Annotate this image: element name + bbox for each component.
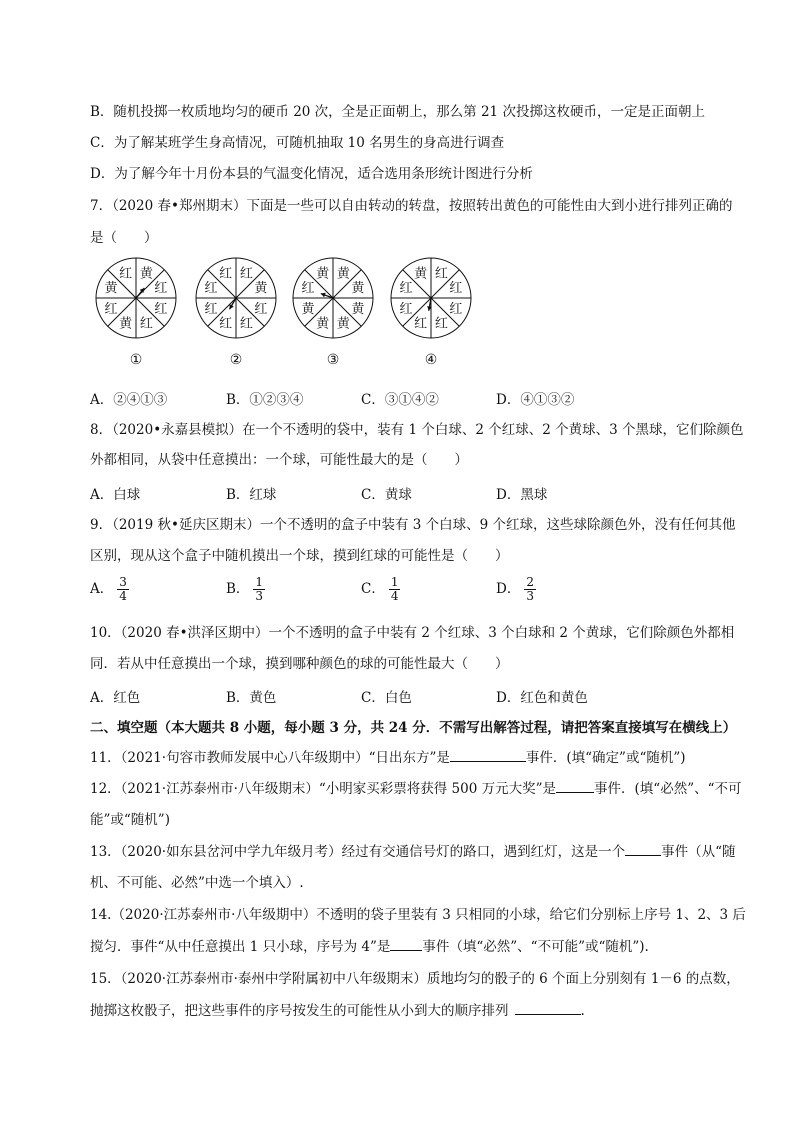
q6-option-d: D．为了解今年十月份本县的气温变化情况，适合选用条形统计图进行分析 [90,166,533,182]
spinner-sector-label: 黄 [301,301,315,317]
q8-option-c[interactable]: C．黄球 [361,487,412,503]
q8-option-a[interactable]: A．白球 [90,487,141,503]
spinner-sector-label: 黄 [316,316,330,332]
q9-option-a[interactable] [90,576,129,603]
fraction-denominator: 3 [255,589,264,603]
spinner-sector-label: 红 [399,281,413,297]
spinner-label-1: ① [129,352,143,368]
q12-text-post: 事件．(填“必然”、“不可 [594,781,742,797]
q14-text-line1: 14.（2020·江苏泰州市·八年级期中）不透明的袋子里装有 3 只相同的小球，给它们分别标上序号 1、2、3 后 [90,907,746,923]
section-2-heading: 二、填空题（本大题共 8 小题，每小题 3 分，共 24 分．不需写出解答过程，请把答案直接填写在横线上） [90,720,737,736]
q15-text-line1: 15．（2020·江苏泰州市·泰州中学附属初中八年级期末）质地均匀的骰子的 6 个面上分别刻有 1－6 的点数， [90,971,740,987]
spinner-sector-label: 红 [219,316,233,332]
q15-text-post: . [580,1003,585,1019]
spinner-sector-label: 红 [219,266,233,282]
spinner-wheel-1 [93,255,179,341]
spinner-wheel-2-svg [193,255,279,341]
spinner-sector-label: 黄 [336,316,350,332]
q14-answer-blank[interactable] [390,938,422,951]
q12-text-pre: 12．（2021·江苏泰州市·八年级期末）“小明家买彩票将获得 500 万元大奖”是 [90,781,557,797]
spinner-sector-label: 红 [414,316,428,332]
q10-option-c[interactable]: C．白色 [361,690,412,706]
q14-text-post: 事件（填“必然”、“不可能”或“随机”). [422,939,649,955]
fraction-numerator: 1 [255,575,264,589]
q9-option-a-fraction [117,576,129,603]
q8-option-d[interactable]: D．黑球 [496,487,548,503]
q9-text-line2: 区别，现从这个盒子中随机摸出一个球，摸到红球的可能性是（ ） [90,548,509,564]
spinner-sector-label: 黄 [351,301,365,317]
q14-text-line2 [90,938,649,956]
spinner-sector-label: 红 [449,301,463,317]
spinner-sector-label: 黄 [316,266,330,282]
fraction-denominator: 4 [119,589,127,603]
q7-text-line2: 是（ ） [90,230,158,246]
spinner-sector-label: 红 [434,266,448,282]
spinner-sector-label: 红 [239,266,253,282]
fraction-numerator: 2 [526,575,534,589]
spinner-sector-label: 黄 [336,266,350,282]
fraction-denominator: 3 [526,589,534,603]
spinner-label-4: ④ [424,352,438,368]
spinner-sector-label: 红 [399,301,413,317]
q8-option-b[interactable]: B．红球 [226,487,277,503]
q12-text-line2: 能”或“随机”) [90,812,170,828]
fraction-denominator: 4 [390,589,399,603]
q8-text-line1: 8．（2020•永嘉县模拟）在一个不透明的袋中，装有 1 个白球、2 个红球、2 个黄球、3 个黑球，它们除颜色 [90,422,744,438]
q9-option-b-letter: B． [226,581,250,597]
spinner-label-2: ② [229,352,243,368]
q10-option-b[interactable]: B．黄色 [226,690,277,706]
q9-option-d[interactable] [496,576,536,603]
q14-text-pre: 搅匀．事件“从中任意摸出 1 只小球，序号为 4”是 [90,939,391,955]
q9-option-a-letter: A． [90,581,114,597]
spinner-wheel-4-svg [388,255,474,341]
spinner-sector-label: 红 [204,281,218,297]
q11-text-post: 事件．(填“确定”或“随机”) [525,750,686,766]
q7-option-b[interactable]: B．①②③④ [226,392,304,408]
q10-text-line2: 同．若从中任意摸出一个球，摸到哪种颜色的球的可能性最大（ ） [90,656,509,672]
fraction-numerator: 1 [390,575,399,589]
spinner-sector-label: 黄 [351,281,365,297]
q12-answer-blank[interactable] [556,780,594,793]
spinner-sector-label: 黄 [254,281,268,297]
q9-option-c-letter: C． [361,581,385,597]
spinner-label-3: ③ [326,352,340,368]
spinner-sector-label: 黄 [414,266,428,282]
q13-text-line2: 机、不可能、必然”中选一个填入）. [90,875,304,891]
q15-answer-blank[interactable] [515,1002,581,1015]
q11-answer-blank[interactable] [450,749,526,762]
q15-text-pre: 抛掷这枚骰子，把这些事件的序号按发生的可能性从小到大的顺序排列 [90,1003,509,1019]
q13-text-post: 事件（从“随 [661,844,736,860]
q7-option-d[interactable]: D．④①③② [496,392,575,408]
q8-text-line2: 外都相同，从袋中任意摸出：一个球，可能性最大的是（ ） [90,452,468,468]
spinner-sector-label: 红 [139,316,153,332]
spinner-sector-label: 红 [301,281,315,297]
q10-option-a[interactable]: A．红色 [90,690,141,706]
q15-text-line2 [90,1002,585,1020]
q12-text-line1 [90,780,742,798]
q10-option-d[interactable]: D．红色和黄色 [496,690,588,706]
q9-option-c[interactable] [361,576,400,603]
q13-text-line1 [90,843,735,861]
spinner-wheel-1-svg [93,255,179,341]
q9-text-line1: 9．（2019 秋•延庆区期末）一个不透明的盒子中装有 3 个白球、9 个红球，这些球除颜色外，没有任何其他 [90,517,736,533]
spinner-sector-label: 红 [254,301,268,317]
spinner-sector-label: 黄 [139,266,153,282]
q7-option-a[interactable]: A．②④①③ [90,392,168,408]
spinner-sector-label: 黄 [119,316,133,332]
spinner-pointer-icon[interactable] [321,293,333,298]
fraction-numerator: 3 [119,575,127,589]
q7-text-line1: 7．（2020 春•郑州期末）下面是一些可以自由转动的转盘，按照转出黄色的可能性由大到小进行排列正确的 [90,198,733,214]
q10-options [90,686,710,706]
q9-option-b[interactable] [226,576,265,603]
q9-option-d-fraction [524,576,536,603]
q8-options [90,483,710,503]
spinner-sector-label: 红 [104,301,118,317]
q13-text-pre: 13．（2020·如东县岔河中学九年级月考）经过有交通信号灯的路口，遇到红灯，这是一个 [90,844,626,860]
q9-option-c-fraction [389,576,401,603]
q11-text-pre: 11．（2021·句容市教师发展中心八年级期中）“日出东方”是 [90,750,450,766]
q9-option-b-fraction [253,576,265,603]
q6-option-b: B．随机投掷一枚质地均匀的硬币 20 次，全是正面朝上，那么第 21 次投掷这枚硬币，一定是正面朝上 [90,104,705,120]
q10-text-line1: 10．（2020 春•洪泽区期中）一个不透明的盒子中装有 2 个红球、3 个白球和 2 个黄球，它们除颜色外都相 [90,625,735,641]
q9-option-d-letter: D． [496,581,521,597]
q7-options [90,388,710,408]
spinner-sector-label: 红 [119,266,133,282]
q9-options [90,576,710,610]
spinner-sector-label: 红 [434,316,448,332]
q7-option-c[interactable]: C．③①④② [361,392,439,408]
q13-answer-blank[interactable] [625,843,661,856]
spinner-sector-label: 黄 [104,281,118,297]
spinner-sector-label: 红 [239,316,253,332]
spinner-wheel-4 [388,255,474,341]
spinner-sector-label: 红 [154,281,168,297]
spinner-wheel-3-svg [290,255,376,341]
q6-option-c: C．为了解某班学生身高情况，可随机抽取 10 名男生的身高进行调查 [90,135,505,151]
spinner-pointer-icon[interactable] [136,288,144,298]
spinner-sector-label: 红 [449,281,463,297]
spinner-wheel-3 [290,255,376,341]
spinner-wheel-2 [193,255,279,341]
spinner-sector-label: 红 [154,301,168,317]
spinner-sector-label: 红 [204,301,218,317]
q11-text [90,749,686,767]
